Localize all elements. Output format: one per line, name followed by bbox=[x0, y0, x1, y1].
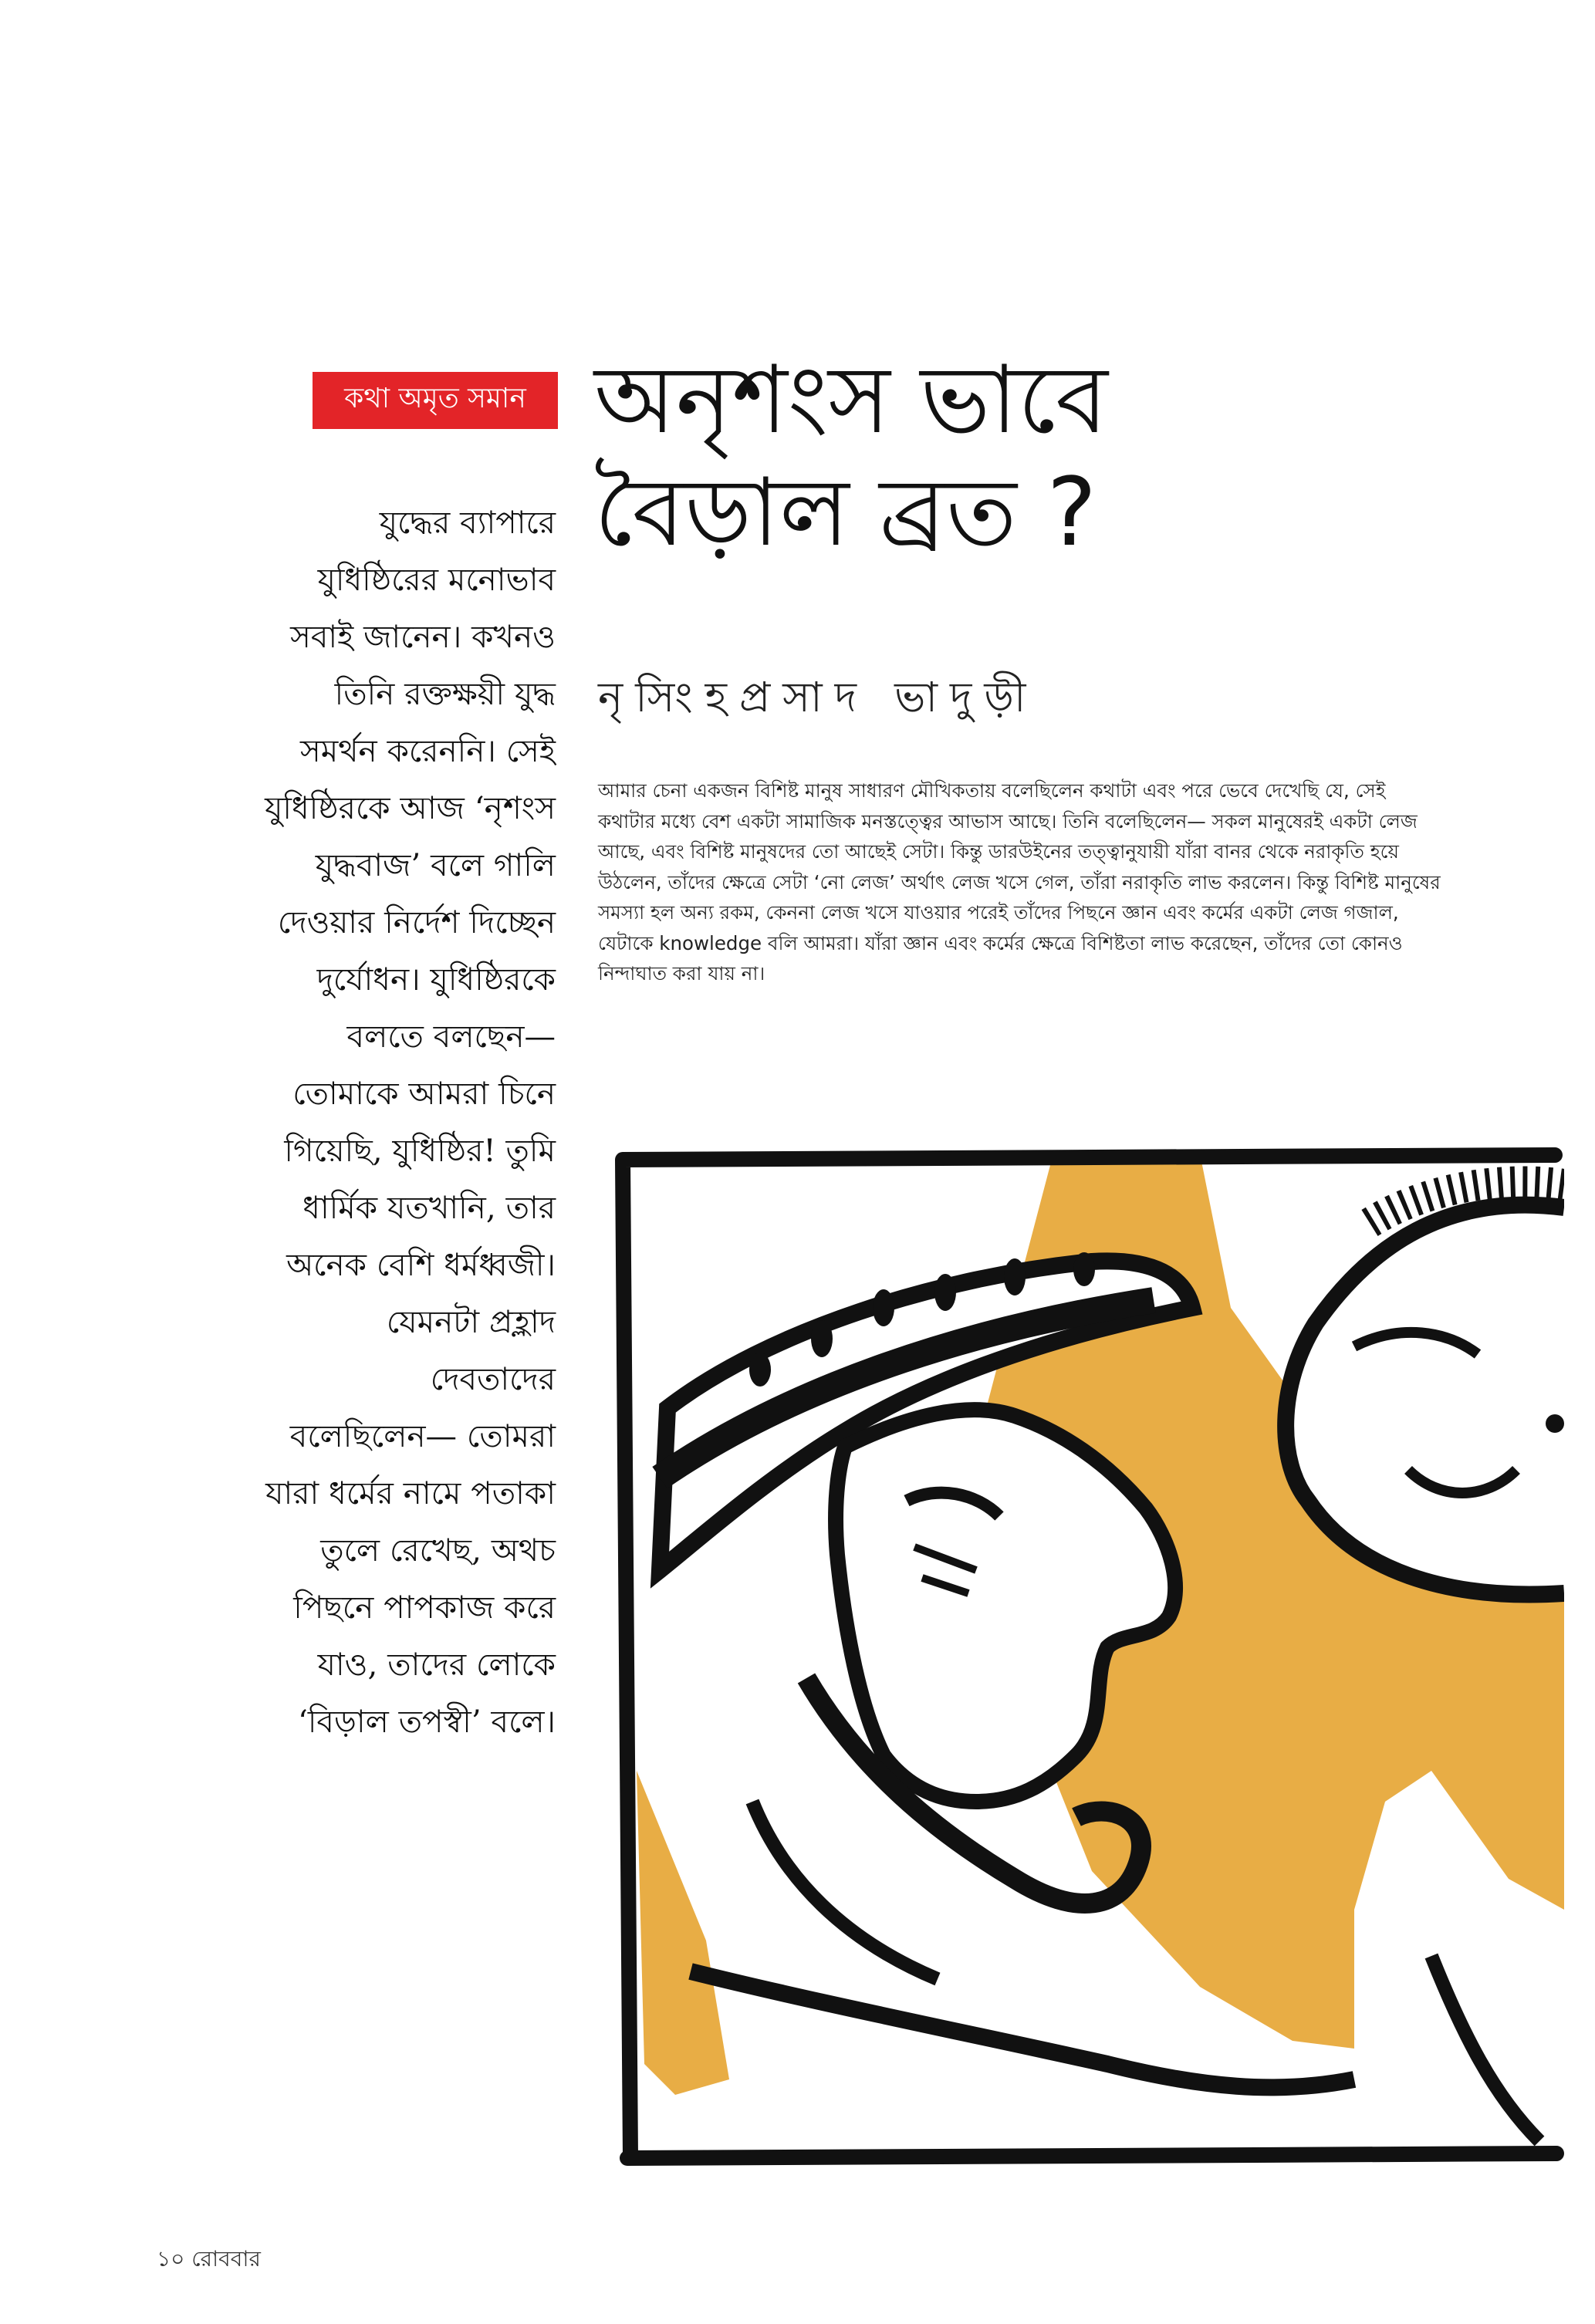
pull-quote-line: তিনি রক্তক্ষয়ী যুদ্ধ bbox=[334, 675, 556, 712]
section-tag: কথা অমৃত সমান bbox=[313, 372, 558, 429]
pull-quote-line: বলেছিলেন— তোমরা bbox=[289, 1417, 556, 1454]
pull-quote-line: ধার্মিক যতখানি, তার bbox=[302, 1189, 556, 1226]
pull-quote bbox=[123, 494, 556, 1750]
pull-quote-line: অনেক বেশি ধর্মধ্বজী। bbox=[286, 1246, 556, 1283]
illustration-ochre-left bbox=[637, 1771, 729, 2095]
pull-quote-line: যাও, তাদের লোকে bbox=[317, 1646, 556, 1683]
page-folio: ১০ রোববার bbox=[157, 2246, 261, 2272]
headline-line-2: বৈড়াল ব্রত ? bbox=[594, 458, 1097, 567]
pull-quote-line: দুর্যোধন। যুধিষ্ঠিরকে bbox=[316, 961, 556, 998]
pull-quote-line: তোমাকে আমরা চিনে bbox=[292, 1075, 556, 1112]
pull-quote-line: তুলে রেখেছ, অথচ bbox=[320, 1532, 556, 1569]
intro-paragraph: আমার চেনা একজন বিশিষ্ট মানুষ সাধারণ মৌখিকতায় বলেছিলেন কথাটা এবং পরে ভেবে দেখেছি যে, সেই কথাটার মধ্যে বেশ একটা সামাজিক মনস্তত্ত্বের আভাস আছে। তিনি বলেছিলেন— সকল মানুষেরই একটা লেজ আছে, এবং বিশিষ্ট মানুষদের তো আছেই সেটা। কিন্তু ডারউইনের তত্ত্বানুযায়ী যাঁরা বানর থেকে নরাকৃতি হয়ে উঠলেন, তাঁদের ক্ষেত্রে সেটা ‘নো লেজ’ অর্থাৎ লেজ খসে গেল, তাঁরা নরাকৃতি লাভ করলেন। কিন্তু বিশিষ্ট মানুষের সমস্যা হল অন্য রকম, কেননা লেজ খসে যাওয়ার পরেই তাঁদের পিছনে জ্ঞান এবং কর্মের একটা লেজ গজাল, যেটাকে knowledge বলি আমরা। যাঁরা জ্ঞান এবং কর্মের ক্ষেত্রে বিশিষ্টতা লাভ করেছেন, তাঁদের তো কোনও নিন্দাঘাত করা যায় না। bbox=[598, 779, 1441, 985]
pull-quote-line: যারা ধর্মের নামে পতাকা bbox=[265, 1474, 556, 1512]
illustration-arm-right bbox=[1431, 1956, 1539, 2141]
pull-quote-line: সবাই জানেন। কখনও bbox=[290, 618, 556, 655]
pull-quote-line: বলতে বলছেন— bbox=[346, 1018, 556, 1055]
pull-quote-line: যেমনটা প্রহ্লাদ bbox=[386, 1303, 556, 1340]
illustration-second-face bbox=[1286, 1205, 1564, 1595]
byline: নৃসিংহপ্রসাদ ভাদুড়ী bbox=[598, 673, 1039, 721]
pull-quote-line: ‘বিড়াল তপস্বী’ বলে। bbox=[297, 1703, 556, 1740]
pull-quote-line: গিয়েছি, যুধিষ্ঠির! তুমি bbox=[284, 1132, 556, 1169]
illustration bbox=[613, 1138, 1564, 2172]
pull-quote-line: পিছনে পাপকাজ করে bbox=[293, 1589, 556, 1626]
illustration-neck bbox=[752, 1802, 938, 1979]
pull-quote-line: সমর্থন করেননি। সেই bbox=[300, 732, 556, 769]
pull-quote-line: যুদ্ধবাজ’ বলে গালি bbox=[315, 846, 556, 883]
illustration-dot bbox=[1546, 1414, 1564, 1433]
pull-quote-line: যুধিষ্ঠিরের মনোভাব bbox=[317, 561, 556, 598]
pull-quote-line: দেওয়ার নির্দেশ দিচ্ছেন bbox=[277, 904, 556, 941]
pull-quote-line: যুধিষ্ঠিরকে আজ ‘নৃশংস bbox=[265, 789, 556, 826]
pull-quote-line: দেবতাদের bbox=[430, 1360, 556, 1397]
headline-line-1: অনৃশংস ভাবে bbox=[594, 345, 1108, 454]
headline bbox=[594, 343, 1366, 569]
pull-quote-line: যুদ্ধের ব্যাপারে bbox=[379, 504, 556, 541]
